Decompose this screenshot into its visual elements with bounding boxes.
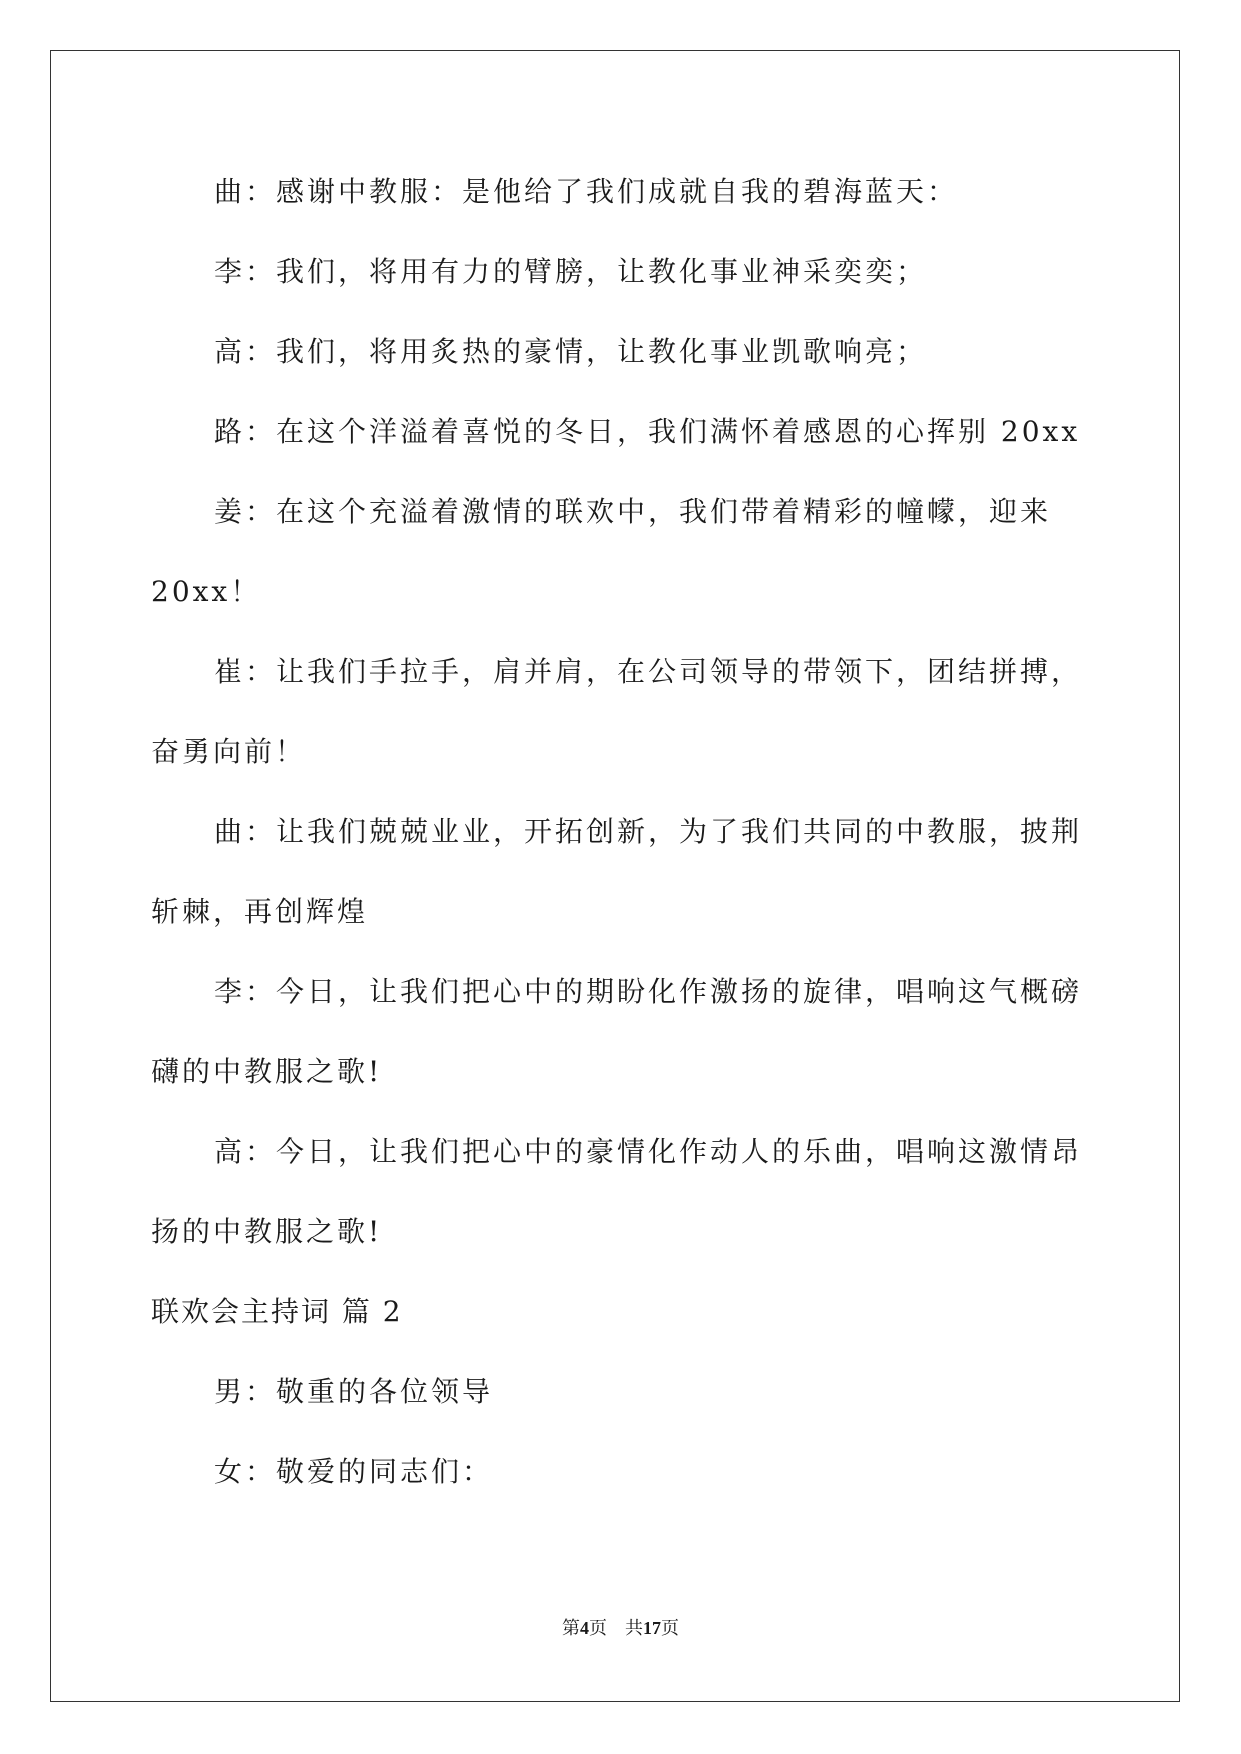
dialogue-line: 姜：在这个充溢着激情的联欢中，我们带着精彩的幢幪，迎来 <box>214 495 1052 528</box>
section-heading: 联欢会主持词 篇 2 <box>151 1295 403 1328</box>
dialogue-line: 李：今日，让我们把心中的期盼化作激扬的旋律，唱响这气概磅 <box>214 975 1083 1008</box>
dialogue-line: 曲：感谢中教服：是他给了我们成就自我的碧海蓝天： <box>214 175 959 208</box>
dialogue-line: 路：在这个洋溢着喜悦的冬日，我们满怀着感恩的心挥别 20xx <box>214 415 1081 448</box>
footer-middle: 页 共 <box>589 1618 643 1639</box>
footer-total-pages: 17 <box>643 1618 661 1638</box>
dialogue-line: 高：今日，让我们把心中的豪情化作动人的乐曲，唱响这激情昂 <box>214 1135 1083 1168</box>
dialogue-line: 崔：让我们手拉手，肩并肩，在公司领导的带领下，团结拼搏， <box>214 655 1083 688</box>
footer-page-number: 4 <box>580 1618 589 1638</box>
dialogue-line-continuation: 扬的中教服之歌! <box>151 1215 383 1248</box>
dialogue-line: 曲：让我们兢兢业业，开拓创新，为了我们共同的中教服，披荆 <box>214 815 1083 848</box>
dialogue-line: 男：敬重的各位领导 <box>214 1375 494 1408</box>
footer-prefix: 第 <box>562 1618 580 1639</box>
dialogue-line-continuation: 奋勇向前！ <box>151 735 307 768</box>
dialogue-line: 女：敬爱的同志们： <box>214 1455 494 1488</box>
dialogue-line: 高：我们，将用炙热的豪情，让教化事业凯歌响亮； <box>214 335 928 368</box>
page-footer <box>0 1616 1241 1641</box>
dialogue-line-continuation: 20xx！ <box>151 575 262 608</box>
footer-suffix: 页 <box>661 1618 679 1639</box>
dialogue-line: 李：我们，将用有力的臂膀，让教化事业神采奕奕； <box>214 255 928 288</box>
dialogue-line-continuation: 礴的中教服之歌! <box>151 1055 383 1088</box>
dialogue-line-continuation: 斩棘，再创辉煌 <box>151 895 369 928</box>
